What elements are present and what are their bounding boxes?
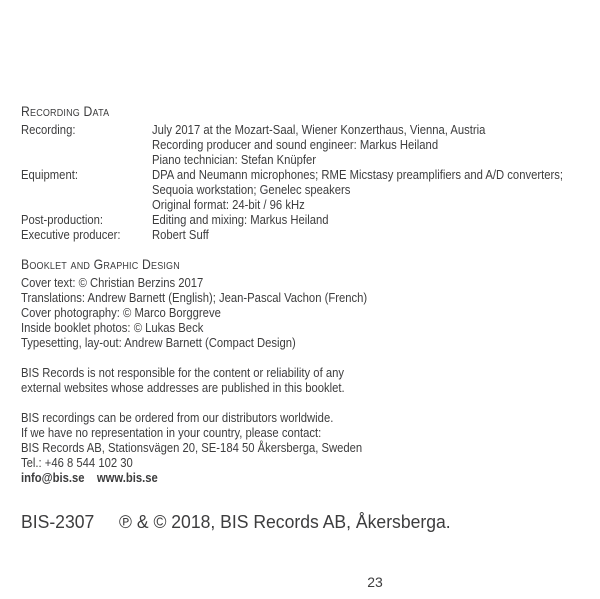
disclaimer-paragraph	[21, 365, 590, 395]
catalog-number: BIS-2307	[21, 511, 95, 532]
credit-value	[152, 212, 590, 227]
credit-row-recording	[21, 122, 590, 167]
credit-row-equipment	[21, 167, 590, 212]
copyright-footer	[21, 511, 468, 533]
contact-line: BIS Records AB, Stationsvägen 20, SE-184 50 Åkersberga, Sweden	[21, 440, 363, 455]
credit-label: Recording:	[21, 122, 76, 137]
recording-data-section	[21, 104, 590, 242]
disclaimer-line: external websites whose addresses are published in this booklet.	[21, 380, 345, 395]
credit-label: Post-production:	[21, 212, 104, 227]
contact-line: BIS recordings can be ordered from our distributors worldwide.	[21, 410, 334, 425]
contact-website: www.bis.se	[96, 470, 158, 485]
booklet-design-section	[21, 257, 590, 350]
contact-links-line	[21, 470, 522, 485]
credit-value	[152, 122, 590, 167]
disclaimer-line: BIS Records is not responsible for the content or reliability of any	[21, 365, 344, 380]
credit-line: Robert Suff	[152, 227, 209, 242]
credit-line: DPA and Neumann microphones; RME Micstasy preamplifiers and A/D converters;	[152, 167, 564, 182]
page-content	[21, 104, 590, 485]
credit-row-post-production	[21, 212, 590, 227]
design-credit-line: Typesetting, lay-out: Andrew Barnett (Compact Design)	[21, 335, 296, 350]
credit-value	[152, 227, 590, 242]
credit-label: Equipment:	[21, 167, 78, 182]
contact-line: If we have no representation in your country, please contact:	[21, 425, 322, 440]
credit-line: Original format: 24-bit / 96 kHz	[152, 197, 305, 212]
contact-paragraph	[21, 410, 590, 485]
recording-data-heading: Recording Data	[21, 104, 110, 119]
credit-line: Sequoia workstation; Genelec speakers	[152, 182, 351, 197]
credit-value	[152, 167, 590, 212]
contact-line: Tel.: +46 8 544 102 30	[21, 455, 133, 470]
design-credit-line: Inside booklet photos: © Lukas Beck	[21, 320, 204, 335]
credit-line: Piano technician: Stefan Knüpfer	[152, 152, 317, 167]
page-number: 23	[367, 574, 383, 590]
design-credit-line: Cover text: © Christian Berzins 2017	[21, 275, 204, 290]
booklet-design-heading: Booklet and Graphic Design	[21, 257, 180, 272]
credit-line: Recording producer and sound engineer: Markus Heiland	[152, 137, 439, 152]
contact-email: info@bis.se	[21, 470, 85, 485]
credit-label: Executive producer:	[21, 227, 121, 242]
credit-row-executive-producer	[21, 227, 590, 242]
copyright-notice: ℗ & © 2018, BIS Records AB, Åkersberga.	[119, 511, 451, 532]
design-credit-line: Translations: Andrew Barnett (English); Jean-Pascal Vachon (French)	[21, 290, 368, 305]
design-credit-line: Cover photography: © Marco Borggreve	[21, 305, 221, 320]
credit-line: Editing and mixing: Markus Heiland	[152, 212, 329, 227]
credit-line: July 2017 at the Mozart-Saal, Wiener Konzerthaus, Vienna, Austria	[152, 122, 486, 137]
